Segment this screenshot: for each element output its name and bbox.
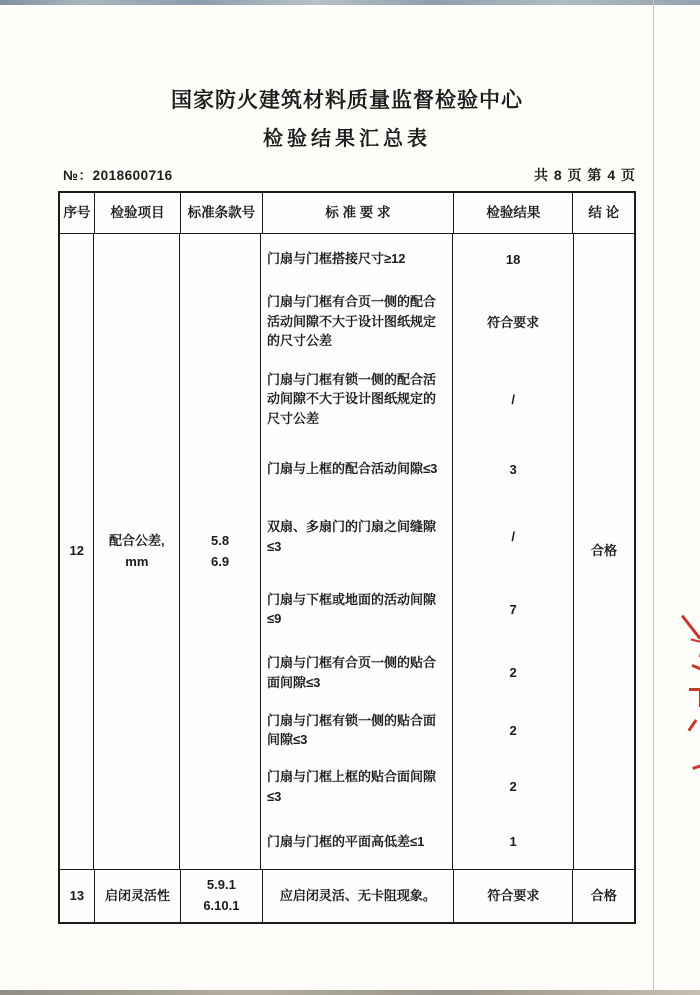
scan-page-stack-edge: [653, 0, 700, 995]
requirement-subrow: [261, 439, 573, 499]
requirement-text: 门扇与下框或地面的活动间隙≤9: [261, 574, 453, 644]
report-number: [63, 164, 173, 184]
requirement-text: 门扇与门框有合页一侧的配合活动间隙不大于设计图纸规定的尺寸公差: [261, 284, 453, 359]
report-number-value: 2018600716: [92, 168, 173, 183]
requirement-subrow: [261, 814, 573, 869]
header-result: 检验结果: [454, 193, 573, 233]
table-header-row: [60, 193, 634, 234]
red-stamp-fragment-icon: [681, 606, 700, 640]
header-requirement: 标 准 要 求: [263, 193, 455, 233]
item-name-line1: 配合公差,: [109, 532, 165, 548]
conclusion-value: 合格: [590, 887, 617, 903]
requirement-text: 门扇与门框的平面高低差≤1: [261, 814, 453, 869]
result-value: 符合要求: [487, 315, 540, 330]
result-value: 18: [505, 251, 521, 267]
requirement-text: 门扇与门框上框的贴合面间隙≤3: [261, 759, 453, 814]
inspection-results-table: [58, 191, 636, 924]
requirement-text: 门扇与门框有锁一侧的贴合面间隙≤3: [261, 701, 453, 759]
header-clause: 标准条款号: [181, 193, 262, 233]
result-value: 2: [509, 779, 517, 794]
report-number-label: №：: [63, 168, 93, 183]
meta-row: [58, 164, 636, 185]
requirement-subrow: [261, 234, 573, 284]
requirement-subrow: [261, 644, 573, 701]
red-stamp-fragment-icon: [689, 688, 700, 707]
requirement-subrow: [261, 701, 573, 759]
seq-value: 13: [60, 870, 95, 922]
result-value: 2: [509, 665, 517, 680]
result-value: 2: [509, 722, 517, 738]
red-stamp-fragment-icon: [689, 754, 700, 770]
result-value: /: [511, 391, 515, 407]
requirements-results: [261, 234, 574, 869]
clause-line1: 5.8: [211, 532, 230, 548]
scan-bottom-edge: [0, 990, 700, 995]
result-value: 1: [509, 834, 517, 849]
item-name-line2: mm: [125, 553, 149, 569]
conclusion-value: 合格: [590, 543, 617, 559]
report-page: [58, 0, 636, 924]
requirement-subrow: [261, 499, 573, 574]
requirement-subrow: [261, 759, 573, 814]
clause-numbers: [180, 234, 261, 869]
page-title: 国家防火建筑材料质量监督检验中心: [171, 89, 523, 112]
result-value: 3: [509, 461, 517, 477]
pagination: 共 8 页 第 4 页: [533, 167, 636, 183]
table-row: [60, 234, 634, 870]
page-subtitle: 检验结果汇总表: [263, 128, 431, 150]
clause-line2: 6.9: [211, 553, 230, 569]
red-stamp-fragment-icon: [687, 638, 700, 657]
item-name: [94, 234, 180, 869]
requirement-text: 门扇与门框有合页一侧的贴合面间隙≤3: [261, 644, 453, 701]
red-stamp-fragment-icon: [688, 664, 700, 679]
requirement-subrow: [261, 284, 573, 359]
requirement-subrow: [261, 574, 573, 644]
clause-line2: 6.10.1: [203, 898, 240, 913]
header-seq: 序号: [60, 193, 95, 233]
requirement-text: 门扇与上框的配合活动间隙≤3: [261, 439, 453, 499]
table-row: [60, 870, 634, 922]
seq-value: 12: [60, 234, 94, 869]
requirement-text: 双扇、多扇门的门扇之间缝隙≤3: [261, 499, 453, 574]
clause-line1: 5.9.1: [206, 877, 236, 893]
requirement-text: 门扇与门框有锁一侧的配合活动间隙不大于设计图纸规定的尺寸公差: [261, 359, 453, 439]
requirement-text: 应启闭灵活、无卡阻现象。: [263, 870, 455, 922]
result-value: 7: [509, 601, 517, 617]
result-value: /: [511, 529, 515, 544]
red-stamp-fragment-icon: [688, 719, 700, 738]
item-name: 启闭灵活性: [95, 870, 181, 922]
result-value: 符合要求: [454, 870, 573, 922]
requirement-subrow: [261, 359, 573, 439]
requirement-text: 门扇与门框搭接尺寸≥12: [261, 234, 453, 284]
clause-numbers: [181, 870, 262, 922]
header-item: 检验项目: [95, 193, 181, 233]
header-conclusion: 结 论: [588, 205, 620, 221]
